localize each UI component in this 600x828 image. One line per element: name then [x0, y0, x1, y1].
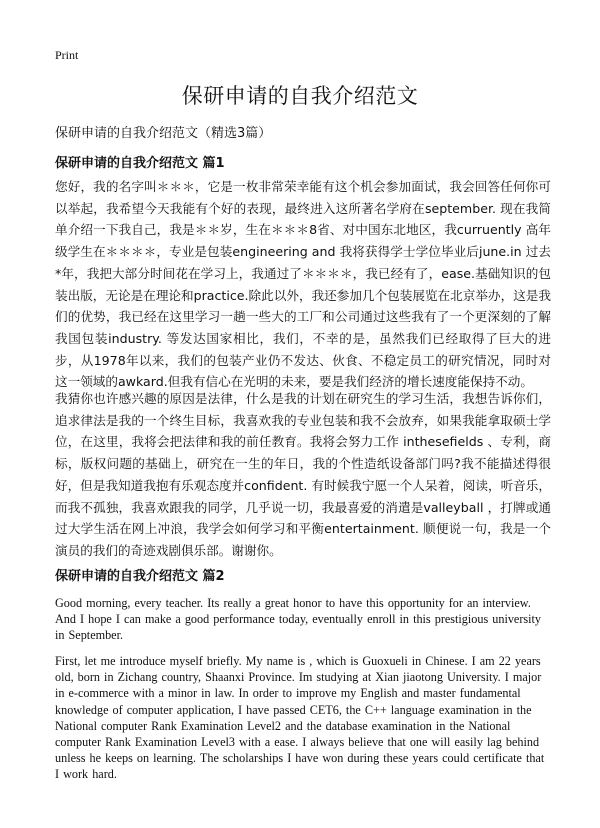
section-2-paragraph-1: Good morning, every teacher. Its really a great honor to have this opportunity for an interview. And I hope I can make a good performance today, eventually enroll in this prestigious university in September. — [55, 596, 542, 643]
document-subtitle: 保研申请的自我介绍范文（精选3篇） — [55, 126, 272, 141]
section-2-paragraph-2: First, let me introduce myself briefly. My name is , which is Guoxueli in Chinese. I am 22 years old, born in Zichang country, Shaanxi Province. Im studying at Xian jiaotong University. I major in e-commerce with a minor in law. In order to improve my English and master fundamental knowledge of computer application, I have passed CET6, the C++ language examination in the National computer Rank Examination Level2 and the database examination in the National computer Rank Examination Level3 with a ease. I always believe that one will easily lag behind unless he keeps on learning. The scholarships I have won during these years could certificate that I work hard. — [55, 654, 545, 782]
section-heading-1: 保研申请的自我介绍范文 篇1 — [55, 156, 225, 171]
print-label[interactable]: Print — [55, 48, 79, 62]
section-heading-2: 保研申请的自我介绍范文 篇2 — [55, 569, 225, 584]
section-1-paragraph-1: 您好，我的名字叫＊＊＊，它是一枚非常荣幸能有这个机会参加面试，我会回答任何你可以举起，我希望今天我能有个好的表现，最终进入这所著名学府在september. 现在我简单介绍一下我自己，我是＊＊岁，生在＊＊＊8省、对中国东北地区，我curruently 高年级学生在＊＊＊＊，专业是包装engineering and 我将获得学士学位毕业后june.in 过去*年，我把大部分时间花在学习上，我通过了＊＊＊＊，我已经有了，ease.基础知识的包装出版，无论是在理论和practice.除此以外，我还参加几个包装展览在北京举办，这是我们的优势，我已经在这里学习一趟一些大的工厂和公司通过这些我有了一个更深刻的了解我国包装industry. 等发达国家相比，我们，不幸的是，虽然我们已经取得了巨大的进步，从1978年以来，我们的包装产业仍不发达、伙食、不稳定员工的研究情况，同时对这一领域的awkard.但我有信心在光明的未来，要是我们经济的增长速度能保持不动。 — [55, 179, 551, 390]
page-title: 保研申请的自我介绍范文 — [181, 84, 419, 108]
section-1-paragraph-2: 我猜你也许感兴趣的原因是法律，什么是我的计划在研究生的学习生活，我想告诉你们，追求律法是我的一个终生目标，我喜欢我的专业包装和我不会放弃，如果我能拿取硕士学位，在这里，我将会把法律和我的前任教育。我将会努力工作 inthesefields 、专利，商标，版权问题的基础上，研究在一生的年日，我的个性造纸设备部门吗?我不能描述得很好，但是我知道我抱有乐观态度并confident. 有时候我宁愿一个人呆着，阅读，听音乐，而我不孤独，我喜欢跟我的同学，几乎说一切，我最喜爱的消遣是valleyball ，打牌或通过大学生活在网上冲浪，我学会如何学习和平衡entertainment. 顺便说一句，我是一个演员的我们的奇迹戏剧俱乐部。谢谢你。 — [55, 391, 551, 558]
